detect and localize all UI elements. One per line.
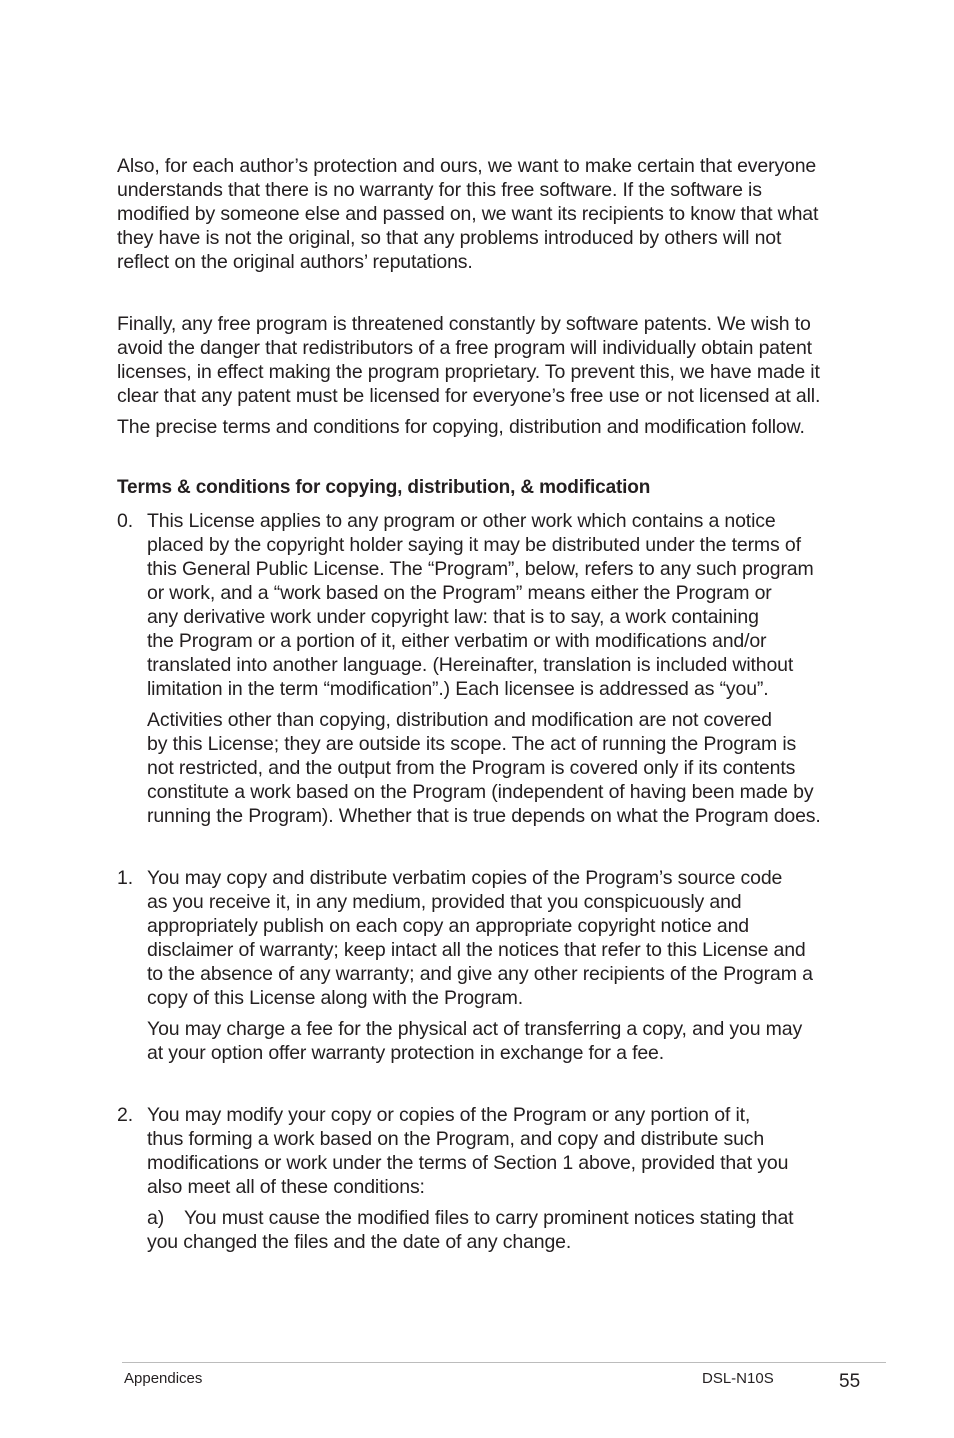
text-line: thus forming a work based on the Program, and copy and distribute such <box>147 1128 765 1150</box>
sub-list-item-label: a) <box>147 1207 165 1229</box>
text-line: licenses, in effect making the program proprietary. To prevent this, we have made it <box>117 361 820 383</box>
text-line: you changed the files and the date of any change. <box>147 1231 572 1253</box>
text-line <box>147 1206 837 1230</box>
footer-model-name: DSL-N10S <box>702 1370 774 1387</box>
text-line: copy of this License along with the Program. <box>147 987 524 1009</box>
text-line: appropriately publish on each copy an appropriate copyright notice and <box>147 915 749 937</box>
text-line: running the Program). Whether that is true depends on what the Program does. <box>147 805 821 827</box>
text-line: disclaimer of warranty; keep intact all the notices that refer to this License and <box>147 939 806 961</box>
list-item-number: 1. <box>117 867 133 889</box>
text-line: limitation in the term “modification”.) Each licensee is addressed as “you”. <box>147 678 769 700</box>
text-line: clear that any patent must be licensed for everyone’s free use or not licensed at all. <box>117 385 821 407</box>
text-line: Also, for each author’s protection and ours, we want to make certain that everyone <box>117 155 817 177</box>
paragraph-precise-terms: The precise terms and conditions for copying, distribution and modification follow. <box>117 416 805 438</box>
text-line: also meet all of these conditions: <box>147 1176 425 1198</box>
text-line: to the absence of any warranty; and give any other recipients of the Program a <box>147 963 813 985</box>
text-line: any derivative work under copyright law: that is to say, a work containing <box>147 606 759 628</box>
page-number: 55 <box>839 1371 861 1392</box>
text-line: as you receive it, in any medium, provided that you conspicuously and <box>147 891 742 913</box>
text-line: translated into another language. (Hereinafter, translation is included without <box>147 654 794 676</box>
text-line: not restricted, and the output from the Program is covered only if its contents <box>147 757 796 779</box>
footer-divider <box>122 1362 886 1363</box>
list-item-subparagraph <box>147 1017 837 1065</box>
text-line: You may copy and distribute verbatim copies of the Program’s source code <box>147 867 783 889</box>
list-item-text <box>147 509 837 701</box>
text-line: constitute a work based on the Program (independent of having been made by <box>147 781 814 803</box>
text-line: Finally, any free program is threatened constantly by software patents. We wish to <box>117 313 811 335</box>
list-item-0 <box>117 509 837 828</box>
text-line: or work, and a “work based on the Program” means either the Program or <box>147 582 772 604</box>
sub-list-item-a <box>147 1206 837 1254</box>
text-line: understands that there is no warranty for this free software. If the software is <box>117 179 762 201</box>
text-line: by this License; they are outside its scope. The act of running the Program is <box>147 733 797 755</box>
text-line: placed by the copyright holder saying it may be distributed under the terms of <box>147 534 801 556</box>
text-line: This License applies to any program or other work which contains a notice <box>147 510 776 532</box>
sub-list-item-text: You must cause the modified files to carry prominent notices stating that <box>184 1207 794 1229</box>
list-item-number: 0. <box>117 510 133 532</box>
section-heading: Terms & conditions for copying, distribution, & modification <box>117 477 651 498</box>
list-item-number: 2. <box>117 1104 133 1126</box>
paragraph-software-patents <box>117 312 837 408</box>
text-line: modified by someone else and passed on, we want its recipients to know that what <box>117 203 819 225</box>
text-line: the Program or a portion of it, either verbatim or with modifications and/or <box>147 630 767 652</box>
text-line: avoid the danger that redistributors of a free program will individually obtain patent <box>117 337 812 359</box>
list-item-text <box>147 866 837 1010</box>
text-line: You may charge a fee for the physical act of transferring a copy, and you may <box>147 1018 803 1040</box>
text-line: Activities other than copying, distribution and modification are not covered <box>147 709 772 731</box>
footer-section-label: Appendices <box>124 1370 203 1387</box>
list-item-subparagraph <box>147 708 837 828</box>
text-line: they have is not the original, so that any problems introduced by others will not <box>117 227 782 249</box>
text-line: this General Public License. The “Program”, below, refers to any such program <box>147 558 814 580</box>
text-line: modifications or work under the terms of Section 1 above, provided that you <box>147 1152 789 1174</box>
text-line: at your option offer warranty protection in exchange for a fee. <box>147 1042 665 1064</box>
document-body <box>117 154 837 1254</box>
list-item-text <box>147 1103 837 1199</box>
list-item-2 <box>117 1103 837 1254</box>
list-item-1 <box>117 866 837 1065</box>
paragraph-author-protection <box>117 154 837 274</box>
text-line: You may modify your copy or copies of the Program or any portion of it, <box>147 1104 751 1126</box>
text-line: reflect on the original authors’ reputations. <box>117 251 473 273</box>
